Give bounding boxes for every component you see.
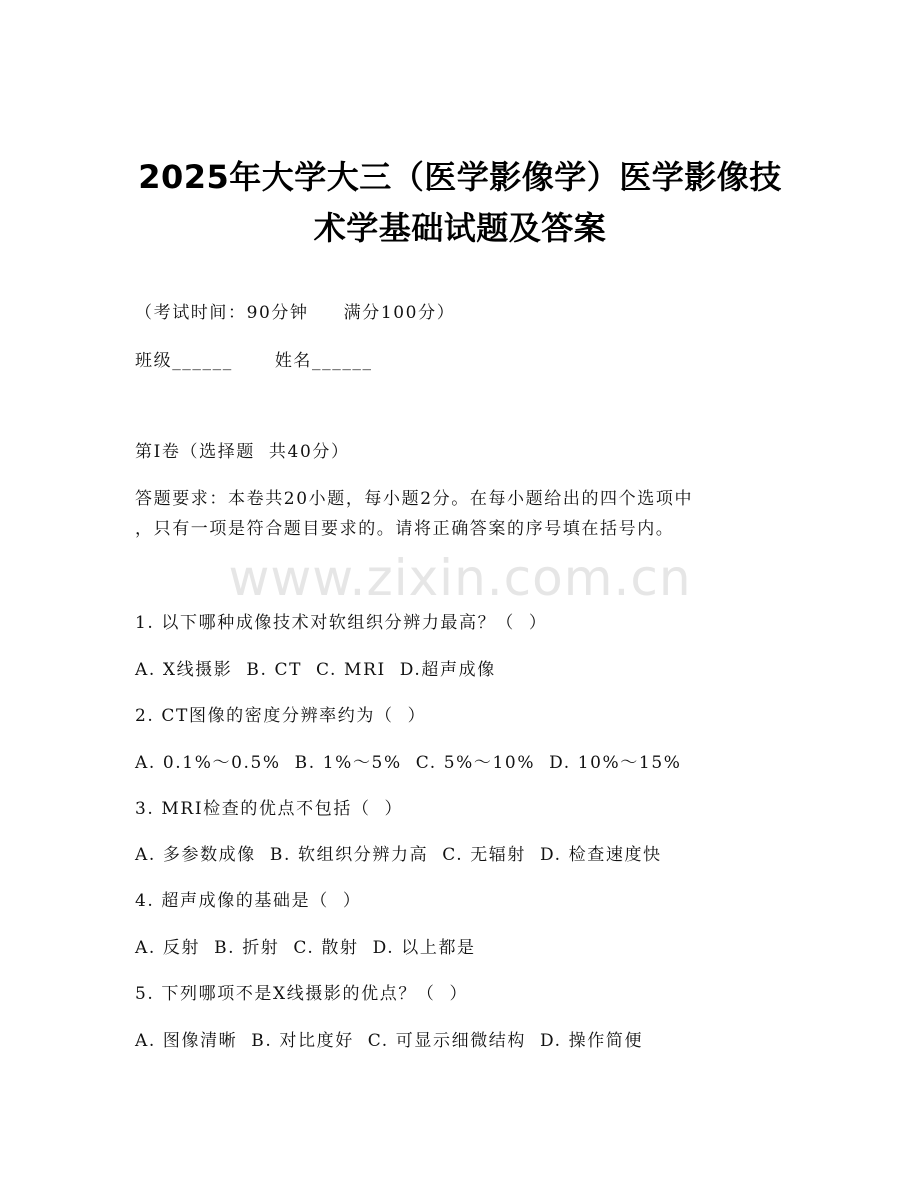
- question-options: A. X线摄影 B. CT C. MRI D.超声成像: [135, 660, 496, 680]
- question-stem: 1. 以下哪种成像技术对软组织分辨力最高？（ ）: [135, 613, 548, 633]
- question-stem: 2. CT图像的密度分辨率约为（ ）: [135, 706, 427, 726]
- document-title-line-2: 术学基础试题及答案: [313, 209, 607, 247]
- question-stem: 4. 超声成像的基础是（ ）: [135, 891, 362, 911]
- exam-info: （考试时间：90分钟 满分100分）: [135, 303, 456, 323]
- watermark: www.zixin.com.cn: [228, 549, 692, 607]
- question-stem: 5. 下列哪项不是X线摄影的优点？（ ）: [135, 984, 469, 1004]
- question-options: A. 图像清晰 B. 对比度好 C. 可显示细微结构 D. 操作简便: [135, 1031, 644, 1051]
- question-stem: 3. MRI检查的优点不包括（ ）: [135, 799, 404, 819]
- question-options: A. 反射 B. 折射 C. 散射 D. 以上都是: [135, 938, 476, 958]
- question-options: A. 多参数成像 B. 软组织分辨力高 C. 无辐射 D. 检查速度快: [135, 845, 662, 865]
- instructions-line-2: ，只有一项是符合题目要求的。请将正确答案的序号填在括号内。: [135, 519, 675, 539]
- section-title: 第I卷（选择题 共40分）: [135, 442, 350, 462]
- document-title-line-1: 2025年大学大三（医学影像学）医学影像技: [138, 158, 782, 196]
- instructions-line-1: 答题要求：本卷共20小题，每小题2分。在每小题给出的四个选项中: [135, 489, 694, 509]
- question-options: A. 0.1%～0.5% B. 1%～5% C. 5%～10% D. 10%～15%: [135, 753, 682, 773]
- name-fields: 班级______ 姓名______: [135, 351, 373, 371]
